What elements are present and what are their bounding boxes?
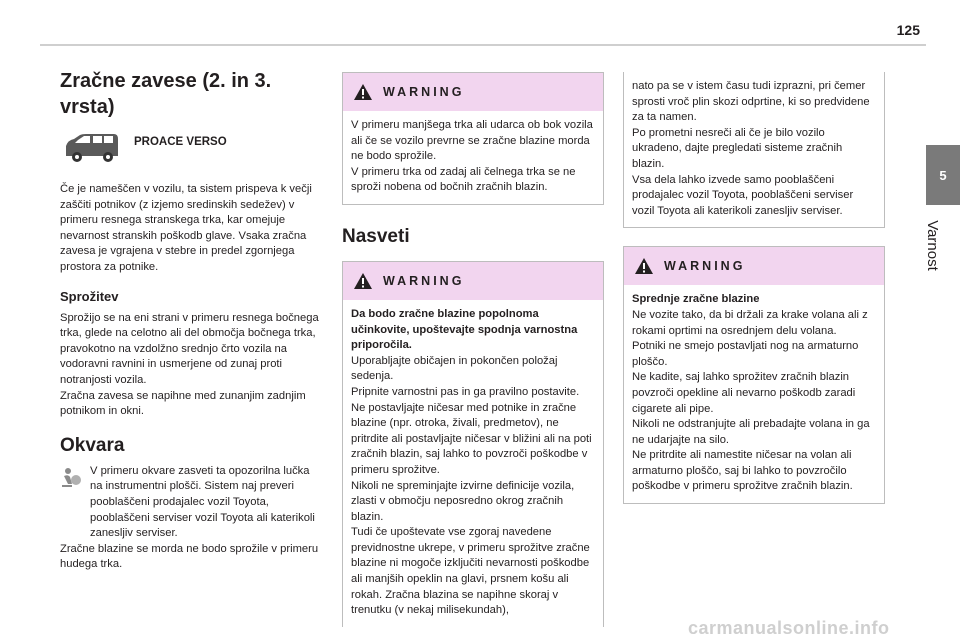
warning1-text-2: V primeru trka od zadaj ali čelnega trka se ne sproži nobena od bočnih zračnih blazin. (351, 165, 576, 194)
fault-heading: Okvara (60, 434, 125, 456)
warning2-text-5: Tudi če upoštevate vse zgoraj navedene previdnostne ukrepe, v primeru sprožitve zračne blazine ni mogoče izključiti nevarnosti poškodbe ali manjših opeklin na glavi, prsnem košu ali rokah. Zračna blazina se napihne skoraj v trenutku (v nekaj milisekundah), (351, 526, 590, 617)
page-number: 125 (896, 22, 920, 38)
warning-box-1 (342, 72, 604, 205)
airbag-warning-icon (60, 466, 82, 488)
deploy-heading: Sprožitev (60, 288, 119, 304)
warning2-text-3: Ne postavljajte ničesar med potnike in zračne blazine (npr. otroka, živali, predmetov), ne pritrdite ali postavljajte ničesar v bližini ali na poti zračnih blazin, saj lahko to povzroči poškodbe v primeru sprožitve. (351, 401, 592, 476)
warning-box-2-continued (623, 72, 885, 228)
warning-title-1: WARNING (383, 85, 465, 99)
warning-triangle-icon (353, 83, 373, 101)
warning-box-2 (342, 261, 604, 627)
warning1-text-1: V primeru manjšega trka ali udarca ob bok vozila ali če se vozilo prevrne se zračne blazine morda ne bodo sprožile. (351, 119, 593, 163)
warning2-text-2: Pripnite varnostni pas in ga pravilno postavite. (351, 385, 580, 398)
middle-column (342, 72, 604, 627)
warning3-bold: Sprednje zračne blazine (632, 293, 760, 306)
warning-triangle-icon (634, 257, 654, 275)
warning-header-1 (343, 73, 603, 111)
warning2-bold: Da bodo zračne blazine popolnoma učinkovite, upoštevajte spodnja varnostna priporočila. (351, 307, 578, 352)
section-label (899, 212, 960, 278)
warning-body-3 (624, 285, 884, 503)
warning-title-3: WARNING (664, 259, 746, 274)
warning2-text-1: Uporabljajte običajen in pokončen položaj sedenja. (351, 354, 558, 383)
warning-triangle-icon (353, 272, 373, 290)
warning-body-2 (343, 300, 603, 627)
model-row (60, 130, 322, 170)
warning-body-1 (343, 111, 603, 204)
warning3-text-3: Ne kadite, saj lahko sprožitev zračnih blazin povzroči opekline ali nevarno poškodb zaradi cigarete ali pipe. (632, 371, 856, 415)
right-column (623, 72, 885, 504)
warning-title-2: WARNING (383, 273, 465, 288)
warning-box-3 (623, 246, 885, 504)
section-title: Zračne zavese (2. in 3. vrsta) (60, 70, 272, 118)
header-rule (40, 44, 926, 46)
warning3-text-1: Ne vozite tako, da bi držali za krake volana ali z rokami oprtimi na osrednjem delu volana. (632, 308, 868, 337)
warning-body-2-continued (624, 72, 884, 227)
warning3-text-2: Potniki ne smejo postavljati nog na armaturno ploščo. (632, 340, 859, 368)
section-tab: 5 (926, 145, 960, 205)
intro-text: Če je nameščen v vozilu, ta sistem prispeva k večji zaščiti potnikov (z izjemo sredinskih sedežev) v primeru resnega stranskega trka, kar omejuje nevarnost stranskih poškodb glave. Vsaka zračna zavesa je vgrajena v stebre in predel zgornjega prostora za potnike. (60, 183, 312, 273)
continued-text-1: nato pa se v istem času tudi izprazni, pri čemer sprosti vroč plin skozi odprtine, ki so predvidene za ta namen. (632, 80, 870, 124)
model-label: PROACE VERSO (134, 136, 227, 148)
warning3-text-4: Nikoli ne odstranjujte ali prebadajte volana in ga ne udarjajte na silo. (632, 418, 870, 446)
fault-text: V primeru okvare zasveti ta opozorilna lučka na instrumentni plošči. Sistem naj preveri pooblaščeni prodajalec vozil Toyota, pooblaščeni serviser vozil Toyota ali katerikoli zanesljiv serviser. (90, 464, 315, 540)
warning-header-3 (624, 247, 884, 285)
continued-text-3: Vsa dela lahko izvede samo pooblaščeni prodajalec vozil Toyota, pooblaščeni serviser vozil Toyota ali katerikoli zanesljiv serviser. (632, 173, 854, 217)
left-column (60, 68, 322, 573)
warning2-text-4: Nikoli ne spreminjajte izvirne definicije vozila, zlasti v območju neposredno okrog zračnih blazin. (351, 479, 575, 523)
deploy-text-1: Sprožijo se na eni strani v primeru resnega bočnega trka, glede na celotno ali del območja bočnega trka, pravokotno na vzdolžno srednjo črto vozila na vodoravni ravnini in usmerjene od zunaj proti notranjosti vozila. (60, 311, 319, 386)
section-label-text: Varnost (923, 219, 941, 271)
fault-row (60, 464, 322, 542)
warning-header-2 (343, 262, 603, 300)
deploy-text-2: Zračna zavesa se napihne med zunanjim zadnjim potnikom in okni. (60, 389, 306, 418)
watermark: carmanualsonline.info (688, 618, 890, 638)
warning3-text-5: Ne pritrdite ali namestite ničesar na volan ali armaturno ploščo, saj bi lahko to povzročilo poškodbe v primeru sprožitve zračnih blazin. (632, 449, 853, 493)
tips-heading: Nasveti (342, 225, 410, 247)
van-icon (60, 130, 122, 166)
continued-text-2: Po prometni nesreči ali če je bilo vozilo ukradeno, dajte pregledati sisteme zračnih blazin. (632, 126, 843, 170)
fault-text-2: Zračne blazine se morda ne bodo sprožile v primeru hudega trka. (60, 542, 319, 571)
